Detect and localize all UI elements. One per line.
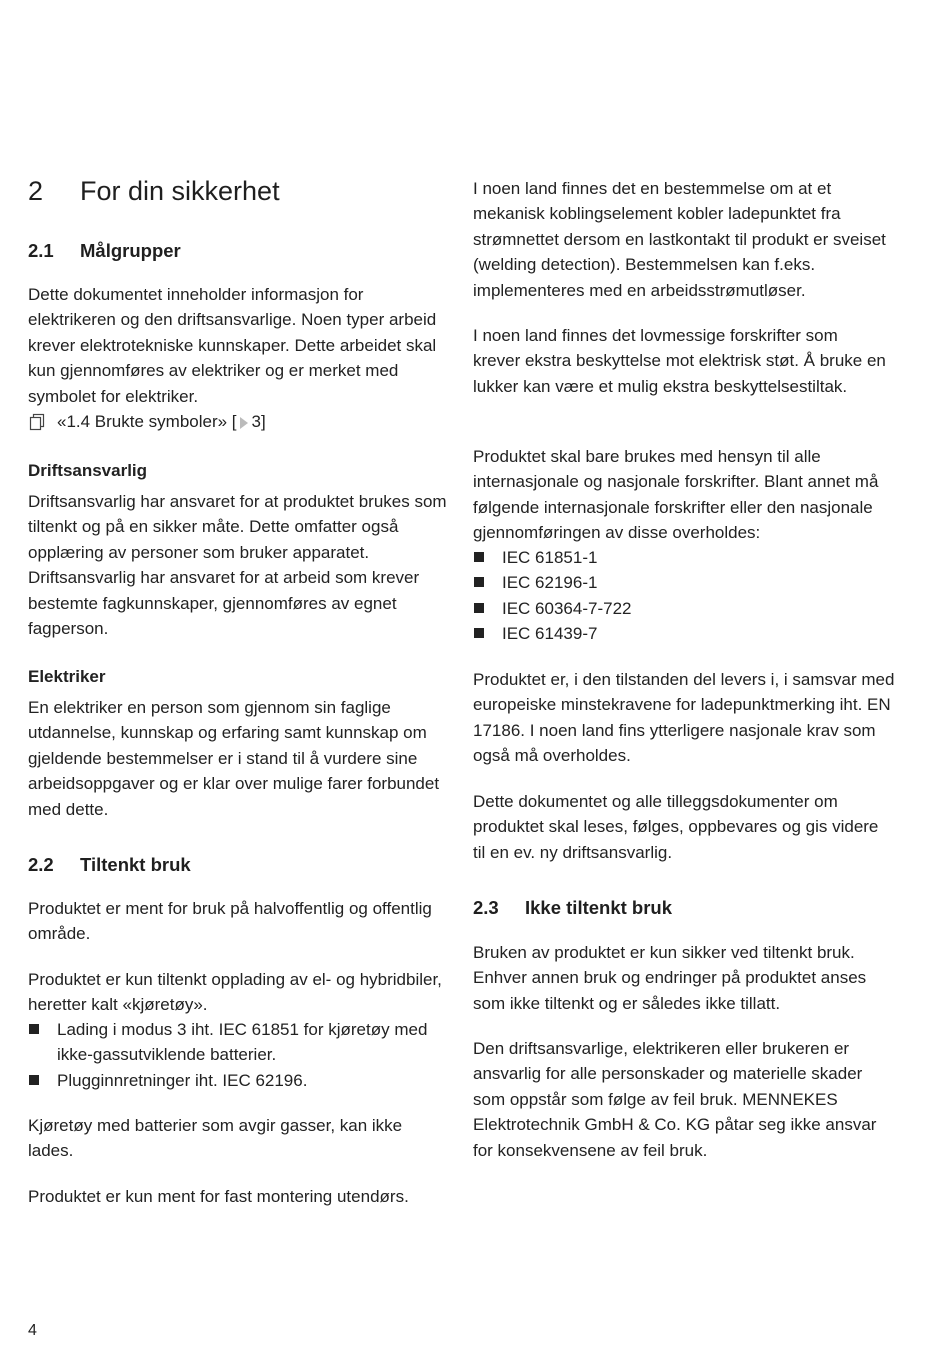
section-number: 2 [28, 176, 44, 206]
list-item: Plugginnretninger iht. IEC 62196. [28, 1068, 448, 1093]
intended-use-p1: Produktet er ment for bruk på halvoffentlig og offentlig område. [28, 899, 432, 944]
standards-list [473, 545, 893, 647]
page-number: 4 [28, 1322, 37, 1339]
cross-reference-label: «1.4 Brukte symboler» [ [57, 412, 237, 431]
section-2-heading [28, 174, 280, 208]
list-item: IEC 62196-1 [473, 570, 893, 595]
section-number: 2.3 [473, 897, 499, 918]
section-2-2-heading [28, 853, 191, 877]
misuse-p2: Den driftsansvarlige, elektrikeren eller brukeren er ansvarlig for alle personskader og materielle skader som oppstår som følge av feil bruk. MENNEKES Elektrotechnik GmbH & Co. KG påtar seg ikke ansvar for konsekvensene av feil bruk. [473, 1039, 877, 1160]
conformity-text: Produktet er, i den tilstanden del levers i, i samsvar med europeiske minstekravene for ladepunktmerking iht. EN 17186. I noen land fins ytterligere nasjonale krav som også må overholdes. [473, 670, 895, 766]
section-title: Tiltenkt bruk [80, 854, 191, 875]
list-item: IEC 60364-7-722 [473, 596, 893, 621]
section-number: 2.1 [28, 240, 54, 261]
cross-reference[interactable] [28, 409, 266, 434]
section-title: For din sikkerhet [80, 176, 280, 206]
section-title: Ikke tiltenkt bruk [525, 897, 673, 918]
intended-use-p3: Kjøretøy med batterier som avgir gasser, kan ikke lades. [28, 1116, 403, 1161]
target-groups-intro: Dette dokumentet inneholder informasjon for elektrikeren og den driftsansvarlige. Noen typer arbeid krever elektrotekniske kunnskaper. Dette arbeidet skal kun gjennomføres av elektriker og er merket med symbolet for elektriker. [28, 285, 437, 406]
regulations-text: Produktet skal bare brukes med hensyn til alle internasjonale og nasjonale forskrifter. Blant annet må følgende internasjonale forskrifter eller den nasjonale gjennomføringen av disse overholdes: [473, 447, 879, 543]
section-number: 2.2 [28, 854, 54, 875]
operator-heading: Driftsansvarlig [28, 461, 148, 480]
list-item: IEC 61439-7 [473, 621, 893, 646]
misuse-p1: Bruken av produktet er kun sikker ved tiltenkt bruk. Enhver annen bruk og endringer på produktet anses som ikke tiltenkt og er således ikke tillatt. [473, 943, 867, 1013]
intended-use-p4: Produktet er kun ment for fast montering utendørs. [28, 1187, 409, 1206]
list-item: IEC 61851-1 [473, 545, 893, 570]
document-reference-icon [28, 413, 46, 431]
list-item: Lading i modus 3 iht. IEC 61851 for kjøretøy med ikke-gassutviklende batterier. [28, 1017, 448, 1068]
section-title: Målgrupper [80, 240, 181, 261]
intended-use-list [28, 1017, 448, 1093]
section-2-3-heading [473, 896, 672, 920]
welding-detection-text: I noen land finnes det en bestemmelse om at et mekanisk koblingselement kobler ladepunktet fra strømnettet dersom en lastkontakt til produkt er sveiset (welding detection). Bestemmelsen kan f.eks. implementeres med en arbeidsstrømutløser. [473, 179, 886, 300]
section-2-1-heading [28, 239, 181, 263]
operator-text: Driftsansvarlig har ansvaret for at produktet brukes som tiltenkt og på en sikker måte. Dette omfatter også opplæring av personer som bruker apparatet. Driftsansvarlig har ansvaret for at arbeid som krever bestemte fagkunnskaper, gjennomføres av egnet fagperson. [28, 492, 447, 639]
intended-use-p2: Produktet er kun tiltenkt opplading av el- og hybridbiler, heretter kalt «kjøretøy». [28, 970, 442, 1015]
document-handling-text: Dette dokumentet og alle tilleggsdokumenter om produktet skal leses, følges, oppbevares og gis videre til en ev. ny driftsansvarlig. [473, 792, 879, 862]
cross-reference-close: ] [261, 412, 266, 431]
electrician-text: En elektriker en person som gjennom sin faglige utdannelse, kunnskap og erfaring samt kunnskap om gjeldende bestemmelser er i stand til å vurdere sine arbeidsoppgaver og er klar over mulige farer forbundet med dette. [28, 698, 440, 819]
cross-reference-page: 3 [251, 412, 261, 431]
electrician-heading: Elektriker [28, 667, 106, 686]
page-arrow-icon [239, 417, 249, 429]
shock-protection-text: I noen land finnes det lovmessige forskrifter som krever ekstra beskyttelse mot elektrisk støt. Å bruke en lukker kan være et mulig ekstra beskyttelsestiltak. [473, 326, 886, 396]
